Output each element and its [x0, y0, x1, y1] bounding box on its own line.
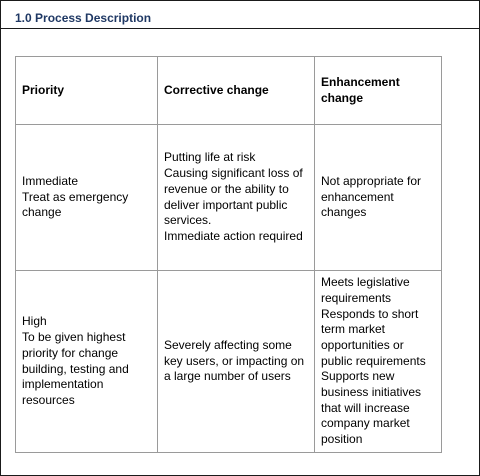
table-header-row [16, 57, 442, 125]
corrective-item: Putting life at risk [164, 150, 256, 165]
enhancement-item: Supports new business initiatives that will increase company market position [321, 369, 422, 447]
table-row [16, 271, 442, 453]
corrective-item: Immediate action required [164, 228, 303, 243]
cell-enhancement [315, 125, 442, 271]
cell-enhancement [315, 271, 442, 453]
cell-priority [16, 271, 158, 453]
priority-table [15, 56, 442, 453]
priority-note: To be given highest priority for change building, testing and implementation resources [22, 330, 129, 407]
cell-priority [16, 125, 158, 271]
header-corrective-change: Corrective change [158, 57, 315, 125]
priority-level: Immediate [22, 173, 79, 188]
corrective-item: Causing significant loss of revenue or the ability to deliver important public services. [164, 166, 303, 228]
enhancement-item: Responds to short term market opportunities or public requirements [321, 306, 426, 368]
enhancement-item: Meets legislative requirements [321, 275, 410, 305]
cell-corrective [158, 125, 315, 271]
header-priority: Priority [16, 57, 158, 125]
enhancement-item: Not appropriate for enhancement changes [321, 173, 422, 220]
corrective-item: Severely affecting some key users, or impacting on a large number of users [164, 337, 305, 384]
cell-corrective [158, 271, 315, 453]
header-enhancement-change: Enhancement change [315, 57, 442, 125]
table-row [16, 125, 442, 271]
priority-note: Treat as emergency change [22, 189, 129, 220]
priority-level: High [22, 314, 47, 329]
title-divider [1, 28, 479, 29]
section-title: 1.0 Process Description [15, 11, 152, 25]
